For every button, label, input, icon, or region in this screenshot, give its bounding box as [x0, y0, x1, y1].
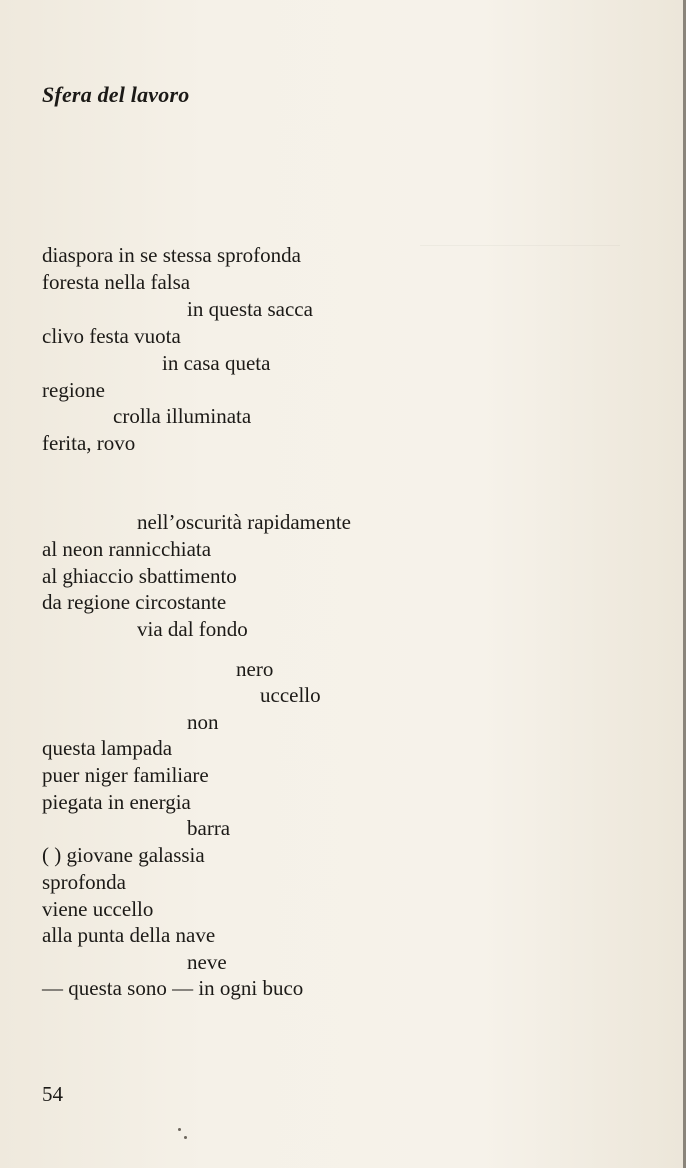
- poem-line: ferita, rovo: [42, 431, 136, 455]
- poem-line: ( ) giovane galassia: [42, 843, 205, 867]
- show-through-block-2: [410, 455, 625, 515]
- poem-line: crolla illuminata: [113, 404, 252, 428]
- poem-line: diaspora in se stessa sprofonda: [42, 243, 301, 267]
- poem-line: piegata in energia: [42, 790, 191, 814]
- poem-line: — questa sono — in ogni buco: [42, 976, 304, 1000]
- poem-line: in questa sacca: [187, 297, 313, 321]
- poem-line: nero: [236, 657, 274, 681]
- poem-line: uccello: [260, 683, 321, 707]
- poem-line: al neon rannicchiata: [42, 537, 212, 561]
- ink-speck: [178, 1128, 181, 1131]
- poem-line: in casa queta: [162, 351, 271, 375]
- poem-line: nell’oscurità rapidamente: [137, 510, 351, 534]
- poem-line: puer niger familiare: [42, 763, 209, 787]
- poem-line: via dal fondo: [137, 617, 248, 641]
- poem-line: neve: [187, 950, 227, 974]
- poem-line: al ghiaccio sbattimento: [42, 564, 237, 588]
- poem-line: clivo festa vuota: [42, 324, 181, 348]
- poem-line: da regione circostante: [42, 590, 227, 614]
- show-through-block-1: [420, 245, 620, 336]
- running-title: Sfera del lavoro: [42, 82, 190, 107]
- poem-line: viene uccello: [42, 897, 154, 921]
- page-number: 54: [42, 1082, 63, 1106]
- poem-line: barra: [187, 816, 231, 840]
- poem-line: sprofonda: [42, 870, 126, 894]
- poem-line: foresta nella falsa: [42, 270, 191, 294]
- poem-line: questa lampada: [42, 736, 173, 760]
- poem-line: alla punta della nave: [42, 923, 216, 947]
- poem-line: regione: [42, 378, 105, 402]
- poem-line: non: [187, 710, 219, 734]
- ink-speck: [184, 1136, 187, 1139]
